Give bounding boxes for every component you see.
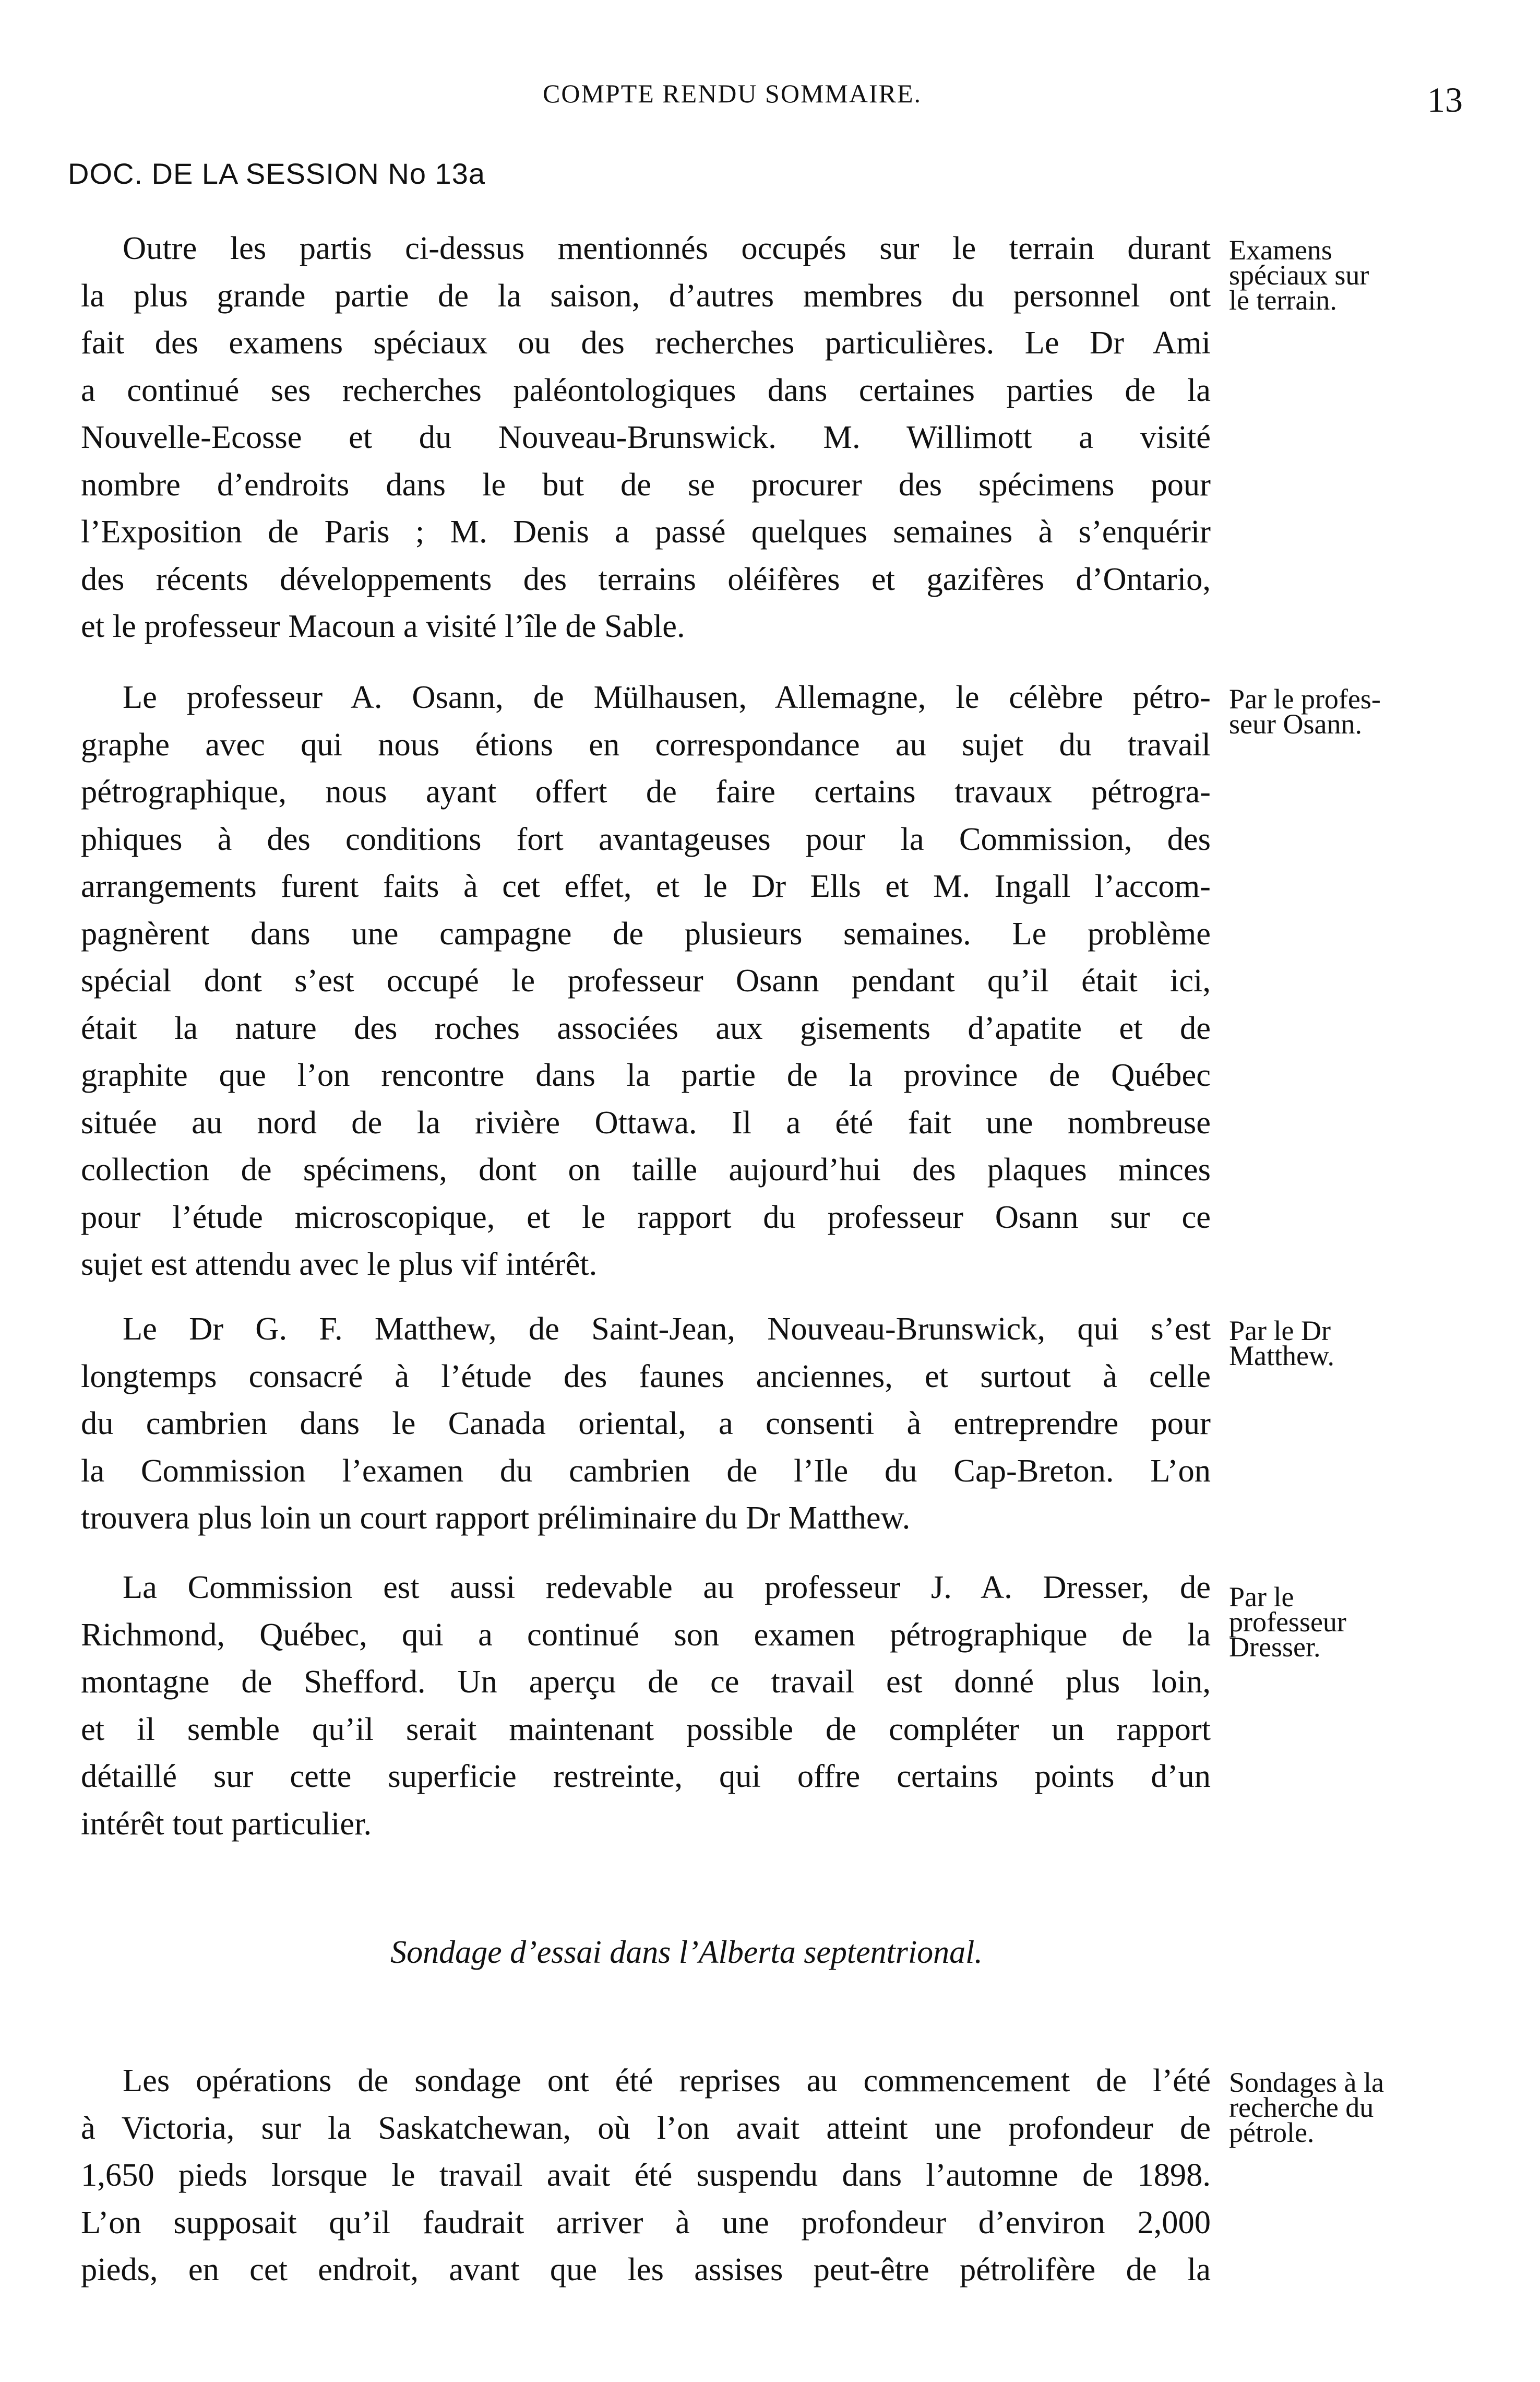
running-head: COMPTE RENDU SOMMAIRE. (543, 79, 922, 108)
margin-note-line: le terrain. (1229, 285, 1337, 316)
margin-note-line: Par le (1229, 1581, 1294, 1613)
paragraph-line: trouvera plus loin un court rapport préliminaire du Dr Matthew. (81, 1499, 911, 1536)
paragraph-line: du cambrien dans le Canada oriental, a consenti à entreprendre pour (81, 1405, 1211, 1441)
paragraph-line: pagnèrent dans une campagne de plusieurs semaines. Le problème (81, 915, 1211, 952)
paragraph-line: pieds, en cet endroit, avant que les assises peut-être pétrolifère de la (81, 2251, 1211, 2288)
doc-session-label: DOC. DE LA SESSION No 13a (68, 157, 485, 190)
margin-note-sondage (1229, 2067, 1448, 2148)
paragraph-line: graphe avec qui nous étions en correspondance au sujet du travail (81, 726, 1211, 763)
paragraph-sondage (81, 2057, 1211, 2293)
margin-note-line: spéciaux sur (1229, 259, 1369, 291)
paragraph-line: Le professeur A. Osann, de Mülhausen, Allemagne, le célèbre pétro- (123, 679, 1211, 715)
paragraph-line: à Victoria, sur la Saskatchewan, où l’on avait atteint une profondeur de (81, 2109, 1211, 2146)
paragraph-line: montagne de Shefford. Un aperçu de ce travail est donné plus loin, (81, 1663, 1211, 1700)
paragraph-line: phiques à des conditions fort avantageuses pour la Commission, des (81, 820, 1211, 857)
paragraph-line: la Commission l’examen du cambrien de l’Ile du Cap-Breton. L’on (81, 1452, 1211, 1489)
margin-note-line: seur Osann. (1229, 708, 1362, 740)
paragraph-line: spécial dont s’est occupé le professeur Osann pendant qu’il était ici, (81, 962, 1211, 999)
paragraph-line: L’on supposait qu’il faudrait arriver à une profondeur d’environ 2,000 (81, 2203, 1211, 2241)
margin-note-matthew (1229, 1315, 1448, 1371)
paragraph-line: a continué ses recherches paléontologiques dans certaines parties de la (81, 371, 1211, 408)
paragraph-terrain-exams (81, 224, 1211, 650)
paragraph-line: et le professeur Macoun a visité l’île de Sable. (81, 608, 685, 644)
margin-note-terrain (1229, 234, 1448, 316)
paragraph-line: était la nature des roches associées aux gisements d’apatite et de (81, 1009, 1211, 1046)
paragraph-line: pétrographique, nous ayant offert de faire certains travaux pétrogra- (81, 773, 1211, 810)
margin-note-line: Sondages à la (1229, 2067, 1384, 2098)
paragraph-line: 1,650 pieds lorsque le travail avait été suspendu dans l’automne de 1898. (81, 2156, 1211, 2193)
margin-note-line: Dresser. (1229, 1631, 1321, 1663)
paragraph-dresser (81, 1563, 1211, 1847)
margin-note-line: Matthew. (1229, 1340, 1334, 1371)
paragraph-line: et il semble qu’il serait maintenant possible de compléter un rapport (81, 1710, 1211, 1747)
margin-note-line: recherche du (1229, 2092, 1374, 2123)
paragraph-line: Les opérations de sondage ont été reprises au commencement de l’été (123, 2062, 1211, 2099)
paragraph-line: détaillé sur cette superficie restreinte, qui offre certains points d’un (81, 1758, 1211, 1794)
paragraph-line: arrangements furent faits à cet effet, et le Dr Ells et M. Ingall l’accom- (81, 868, 1211, 904)
margin-note-dresser (1229, 1581, 1448, 1663)
paragraph-line: longtemps consacré à l’étude des faunes anciennes, et surtout à celle (81, 1357, 1211, 1394)
margin-note-line: pétrole. (1229, 2117, 1315, 2148)
paragraph-line: la plus grande partie de la saison, d’autres membres du personnel ont (81, 277, 1211, 314)
paragraph-line: sujet est attendu avec le plus vif intérêt. (81, 1246, 598, 1282)
paragraph-line: nombre d’endroits dans le but de se procurer des spécimens pour (81, 466, 1211, 503)
paragraph-line: Le Dr G. F. Matthew, de Saint-Jean, Nouveau-Brunswick, qui s’est (123, 1310, 1211, 1347)
paragraph-line: graphite que l’on rencontre dans la partie de la province de Québec (81, 1057, 1211, 1093)
page-number: 13 (1427, 80, 1463, 120)
paragraph-line: intérêt tout particulier. (81, 1805, 372, 1842)
margin-note-line: Par le profes- (1229, 683, 1381, 715)
margin-note-line: Examens (1229, 234, 1332, 266)
paragraph-matthew (81, 1305, 1211, 1542)
paragraph-line: Nouvelle-Ecosse et du Nouveau-Brunswick. M. Willimott a visité (81, 419, 1211, 455)
paragraph-line: collection de spécimens, dont on taille aujourd’hui des plaques minces (81, 1151, 1211, 1188)
paragraph-line: Richmond, Québec, qui a continué son examen pétrographique de la (81, 1616, 1211, 1653)
section-heading-text: Sondage d’essai dans l’Alberta septentrional. (390, 1935, 983, 1970)
paragraph-line: située au nord de la rivière Ottawa. Il a été fait une nombreuse (81, 1104, 1211, 1141)
paragraph-line: pour l’étude microscopique, et le rapport du professeur Osann sur ce (81, 1198, 1211, 1235)
paragraph-osann (81, 673, 1211, 1288)
paragraph-line: fait des examens spéciaux ou des recherches particulières. Le Dr Ami (81, 324, 1211, 361)
paragraph-line: des récents développements des terrains oléifères et gazifères d’Ontario, (81, 560, 1211, 597)
margin-note-line: Par le Dr (1229, 1315, 1331, 1346)
paragraph-line: Outre les partis ci-dessus mentionnés occupés sur le terrain durant (123, 230, 1211, 266)
paragraph-line: La Commission est aussi redevable au professeur J. A. Dresser, de (123, 1569, 1211, 1605)
section-heading (0, 1934, 1540, 1971)
margin-note-osann (1229, 683, 1448, 740)
margin-note-line: professeur (1229, 1606, 1346, 1638)
paragraph-line: l’Exposition de Paris ; M. Denis a passé quelques semaines à s’enquérir (81, 513, 1211, 550)
